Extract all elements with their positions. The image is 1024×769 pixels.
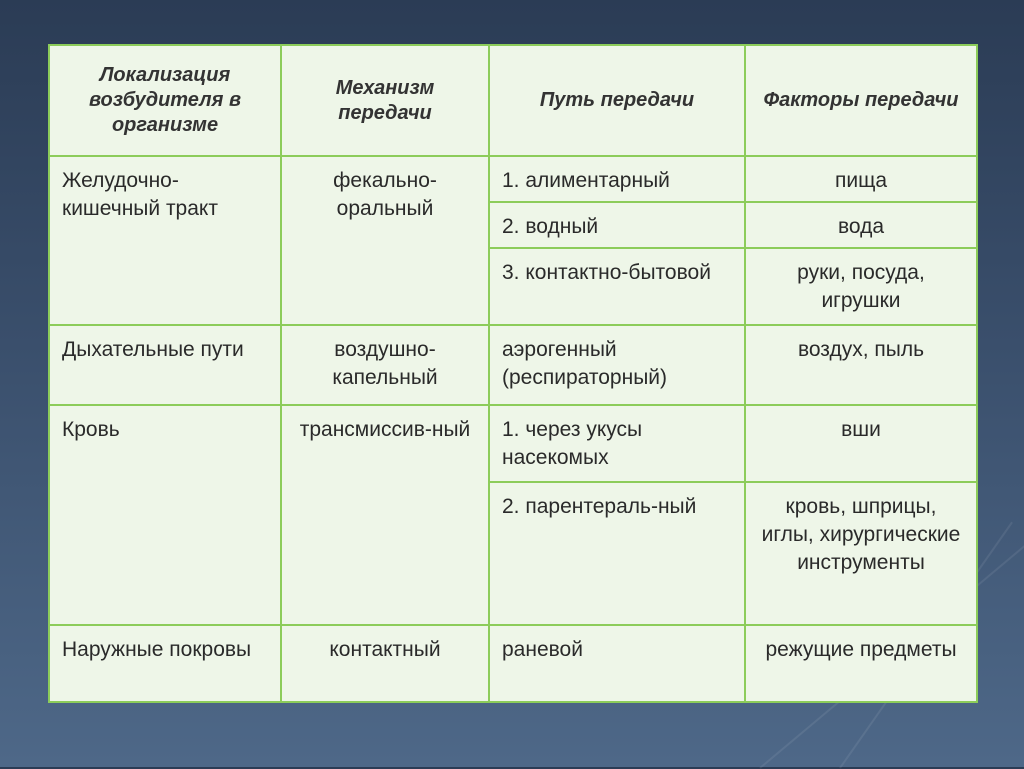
cell-mechanism: фекально-оральный [281, 156, 489, 325]
cell-location: Дыхательные пути [49, 325, 281, 405]
cell-route: раневой [489, 625, 745, 702]
cell-route: 1. через укусы насекомых [489, 405, 745, 482]
header-mechanism: Механизм передачи [281, 45, 489, 156]
cell-route: 2. парентераль-ный [489, 482, 745, 625]
cell-factors: вода [745, 202, 977, 248]
cell-mechanism: воздушно-капельный [281, 325, 489, 405]
cell-route: 2. водный [489, 202, 745, 248]
cell-mechanism: контактный [281, 625, 489, 702]
cell-location: Кровь [49, 405, 281, 625]
header-location: Локализация возбудителя в организме [49, 45, 281, 156]
cell-route: 1. алиментарный [489, 156, 745, 202]
cell-route: аэрогенный (респираторный) [489, 325, 745, 405]
cell-factors: вши [745, 405, 977, 482]
cell-factors: воздух, пыль [745, 325, 977, 405]
cell-factors: руки, посуда, игрушки [745, 248, 977, 325]
cell-factors: пища [745, 156, 977, 202]
table-header-row [49, 45, 977, 156]
table-row [49, 325, 977, 405]
table-row [49, 405, 977, 482]
cell-factors: кровь, шприцы, иглы, хирургические инструменты [745, 482, 977, 625]
table-row [49, 156, 977, 202]
cell-location: Наружные покровы [49, 625, 281, 702]
cell-location: Желудочно-кишечный тракт [49, 156, 281, 325]
table-row [49, 625, 977, 702]
cell-factors: режущие предметы [745, 625, 977, 702]
cell-route: 3. контактно-бытовой [489, 248, 745, 325]
transmission-table [48, 44, 978, 703]
cell-mechanism: трансмиссив-ный [281, 405, 489, 625]
header-factors: Факторы передачи [745, 45, 977, 156]
header-route: Путь передачи [489, 45, 745, 156]
